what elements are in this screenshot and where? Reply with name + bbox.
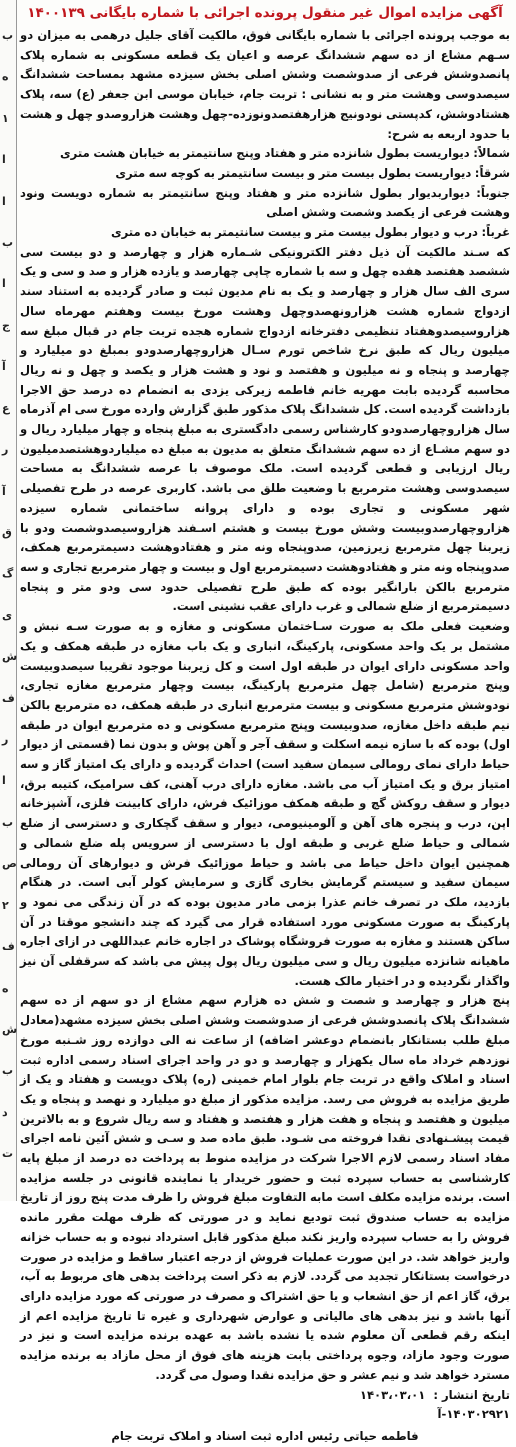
adjacent-column-char: ج (2, 319, 10, 332)
adjacent-column-char: ا (2, 195, 6, 208)
adjacent-column-char: گ (2, 567, 14, 580)
notice-paragraph: که سـند مالکیت آن ذیل دفتر الکترونیکی شـماره هزار و چهارصد و دو بیست سی ششصد هفتصد هفده چهل و سه با شماره چاپی چهارصد و یازده هزار و صد و سی و یک سری الف سال هزار و چهارصد و یک به نام مدیون ثبت و صادر گردیده به استناد سند ازدواج شماره هشت هزارونهصدوچهل وهشت مورخ بیست وهفتم مهرماه سال هزاروسیصدوهفتاد تنظیمی دفترخانه ازدواج شماره هجده تربت جام در قبال مبلغ سه میلیون ریال که طبق نرخ شاخص تورم سـال هزاروچهارصدودو بمبلغ دو میلیارد و چهارصد و پنجاه و نه میلیون و هفتصد و نود و هشت هزار و یکصد و چهل و نه ریال محاسبه گردیده بابت مهریه خانم فاطمه زیرکی یزدی به انضمام ده درصد حق الاجرا بازداشت گردیده است. کل ششدانگ پلاک مذکور طبق گزارش وارده مورخ سی ام آذرماه سال هزاروچهارصدودو کارشناس رسمی دادگستری به مبلغ پنجاه و چهار میلیارد ریال و دو سهم مشـاع از ده سهم ششدانگ متعلق به مدیون به مبلغ ده میلیاردوهشتصدمیلیون ریال ارزیابی و قطعی گردیده است. ملک موصوف با عرصه ششدانگ به مساحت سیصدوسی وهشت مترمربع با وضعیت طلق می باشد. کاربری عرصه در طرح تفصیلی شهر مسکونی و تجاری بوده و دارای پروانه ساختمانی شماره سیزده هزاروچهارصدوبیست وشش مورخ بیست و هشتم اسـفند هزاروسیصدوشصت ودو با زیربنا چهل مترمربع زیرزمین، صدوپنجاه ونه متر و هفتادوهشت دسیمترمربع همکف، صدوپنجاه ونه متر و هفتادوهشت دسیمترمربع اول و بیست و چهار مترمربع تجاری و سه مترمربع بالکن بارانگیر بوده که طبق طرح تفصیلی حدود سی ودو متر و پنجاه دسیمترمربع از ضلع شمالی و غرب دارای عقب نشینی است. (20, 244, 510, 614)
adjacent-column-char: ف (2, 692, 15, 705)
auction-notice (20, 0, 510, 1443)
adjacent-column-char: ا (2, 277, 6, 290)
adjacent-column-char: ر (2, 733, 9, 746)
adjacent-column-char: ش (2, 650, 18, 663)
adjacent-column-char: ف (2, 940, 15, 953)
adjacent-column-char: ع (2, 402, 10, 415)
notice-paragraph: به موجب پرونده اجرائی با شماره بایگانی فوق، مالکیت آقای جلیل درهمی به میزان دو سـهم مشاع از ده سهم ششدانگ عرصه و اعیان یک قطعه مسکونی به شماره پلاک پانصدوشش فرعی از صدوشصت وشش اصلی بخش سیزده مشهد بمساحت ششدانگ سیصدوسی وهشت متر و به نشانی : تربت جام، خیابان موسی ابن جعفر (ع) سه، پلاک هشتادوشش، کدپستی نودونیج هزارهفتصدونوزده-چهل وهشت هزاروصدو چهل و هشت با حدود اربعه به شرح: (20, 28, 510, 141)
adjacent-column-char: آ (2, 485, 6, 498)
reference-row (20, 1405, 510, 1425)
adjacent-column-char: ۱ (2, 112, 9, 125)
adjacent-column-char: ب (2, 29, 14, 42)
north-boundary: شمالاً: دیواریست بطول شانزده متر و هفتاد وپنج سانتیمتر به خیابان هشت متری (60, 146, 510, 161)
adjacent-column-fragment (0, 0, 17, 1201)
adjacent-column-char: ص (2, 857, 17, 870)
adjacent-column-char: آ (2, 360, 6, 373)
notice-body (20, 26, 510, 1386)
west-boundary: غرباً: درب و دیوار بطول بیست متر و بیست سانتیمتر به خیابان ده متری (110, 225, 510, 240)
adjacent-column-char: ر (2, 443, 9, 456)
adjacent-column-char: د (2, 1106, 8, 1119)
adjacent-column-char: ق (2, 526, 12, 539)
adjacent-column-char: ب (2, 816, 14, 829)
notice-paragraph: پنج هزار و چهارصد و شصت و شش ده هزارم سهم مشاع از دو سهم از ده سهم ششدانگ پلاک پانصدوشش فرعی از صدوشصت وشش اصلی بخش سیزده مشهد(معادل مبلغ طلب بستانکار بانضمام دوعشر اضافه) از ساعت نه الی دوازده روز شـنبه مورخ نوزدهم خرداد ماه سال یکهزار و چهارصد و دو در واحد اجرای اسناد رسمی اداره ثبت اسناد و املاک واقع در تربت جام بلوار امام خمینی (ره) پلاک دویست و هفتاد و یک از طریق مزایده به فروش می رسد. مزایده مذکور از مبلغ دو میلیارد و نهصد و پنجاه و یک میلیون و هفتصد و پنجاه و هفت هزار و هفتصد و هفتاد و سه ریال شروع و به بالاترین قیمت پیشـنهادی نقدا فروخته می شـود. طبق ماده صد و سـی و شش آئین نامه اجرای مفاد اسناد رسمی لازم الاجرا شرکت در مزایده منوط به پرداخت ده درصد از مبلغ پایه کارشناسی به حساب سپرده ثبت و حضور خریدار یا نماینده قانونی در جلسه مزایده است. برنده مزایده مکلف است مابه التفاوت مبلغ فروش را ظرف مدت پنج روز از تاریخ مزایده به حساب صندوق ثبت تودیع نماید و در صورتی که ظرف مهلت مقرر مانده فروش را به حساب سپرده واریز نکند مبلغ مذکور قابل استرداد نبوده و به حساب خزانه واریز خواهد شد. در این صورت عملیات فروش از درجه اعتبار ساقط و مزایده در صورت درخواست بستانکار تجدید می گردد. لازم به ذکر است پرداخت بدهی های مربوط به آب، برق، گاز اعم از حق انشعاب و یا حق اشتراک و مصرف در صورتی که مورد مزایده دارای آنها باشد و نیز بدهی های مالیاتی و عوارض شهرداری و غیره تا تاریخ مزایده اعم از اینکه رقم قطعی آن معلوم شده یا نشده باشد به عهده برنده مزایده است و نیز در صورت وجود مازاد، وجوه پرداختی بابت هزینه های فوق از محل مازاد به برنده مزایده مسترد خواهد شد و نیم عشر و حق مزایده نقدا وصول می گردد. (20, 993, 510, 1382)
adjacent-column-char: ب (2, 1064, 14, 1077)
adjacent-column-char: ا (2, 774, 6, 787)
adjacent-column-char: ه (2, 70, 9, 83)
adjacent-column-char: ب (2, 236, 14, 249)
adjacent-column-char: ه (2, 982, 9, 995)
south-boundary: جنوباً: دیواربدیوار بطول شانزده متر و هفتاد وپنج سانتیمتر به شماره دویست ونود وهشت فرعی از یکصد وشصت وشش اصلی (20, 185, 510, 220)
adjacent-column-char: ت (2, 1147, 14, 1160)
adjacent-column-char: ۲ (2, 899, 9, 912)
publish-info (20, 1386, 510, 1406)
notice-title: آگهی مزایده اموال غیر منقول پرونده اجرائی با شماره بایگانی ۱۴۰۰۱۳۹ (27, 5, 503, 21)
signer-line: فاطمه حیاتی رئیس اداره ثبت اسناد و املاک تربت جام (111, 1428, 419, 1443)
reference-number: ۱۴۰۳۰۲۹۲۱-آ (437, 1407, 510, 1422)
east-boundary: شرقاً: دیواریست بطول بیست متر و بیست سانتیمتر به کوچه سه متری (115, 165, 510, 180)
adjacent-column-char: ا (2, 153, 6, 166)
adjacent-column-char: ی (2, 609, 13, 622)
adjacent-column-char: ش (2, 1023, 18, 1036)
notice-footer (20, 1386, 510, 1447)
publish-date: ۱۴۰۳،۰۳،۰۱ (359, 1387, 426, 1402)
publish-label: تاریخ انتشار : (433, 1387, 510, 1402)
notice-paragraph: وضعیت فعلی ملک به صورت سـاختمان مسکونی و مغازه و به صورت سـه نبش و مشتمل بر یک واحد مسکونی، پارکینگ، انباری و یک باب مغازه در طبقه همکف و یک واحد مسکونی دارای ایوان در طبقه اول است و کل زیربنا موجود تقریبا سیصدوبیست وپنج مترمربع (شامل چهل مترمربع پارکینگ، بیست وچهار مترمربع مغازه تجاری، نودوشش مترمربع مسکونی و بیست مترمربع انباری در طبقه همکف، ده مترمربع بالکن نیم طبقه داخل مغازه، صدوبیست وپنج مترمربع مسکونی و ده مترمربع ایوان در طبقه اول) بوده که با سازه نیمه اسکلت و سقف آجر و آهن پوش و بدون نما (قسمتی از دیوار حیاط دارای نمای رومالی سیمان سفید است) احداث گردیده و دارای یک امتیاز گاز و سه امتیاز برق و یک امتیاز آب می باشد. مغازه دارای درب آهنی، کف سرامیک، کتیبه برق، دیوار و سقف روکش گچ و طبقه همکف موزائیک فرش، دارای کابینت فلزی، آشپزخانه اپن، درب و پنجره های آهن و آلومینیومی، دیوار و سقف گچکاری و دسترسی از ضلع شمالی و حیاط ضلع غربی و طبقه اول با دسترسی از سرویس پله ضلع شمالی و همچنین ایوان داخل حیاط می باشد و حیاط موزائیک فرش و دیوارهای آن رومالی سیمان سفید و سیستم گرمایش بخاری گازی و سرمایش کولر آبی است. در هنگام بازدید، ملک در تصرف خانم عذرا بزمی مادر مدیون بوده که در آن زندگی می نمود و پارکینگ به صورت مسکونی مورد استفاده قرار می گیرد که چند دانشجو موقتا در آن ساکن هستند و مغازه به صورت فروشگاه پوشاک در اجاره خانم عبداللهی در ازای اجاره ماهیانه شانزده میلیون ریال و سی میلیون ریال پول پیش می باشد که سرقفلی آن نیز واگذار نگردیده و در اختیار مالک هست. (20, 619, 510, 988)
